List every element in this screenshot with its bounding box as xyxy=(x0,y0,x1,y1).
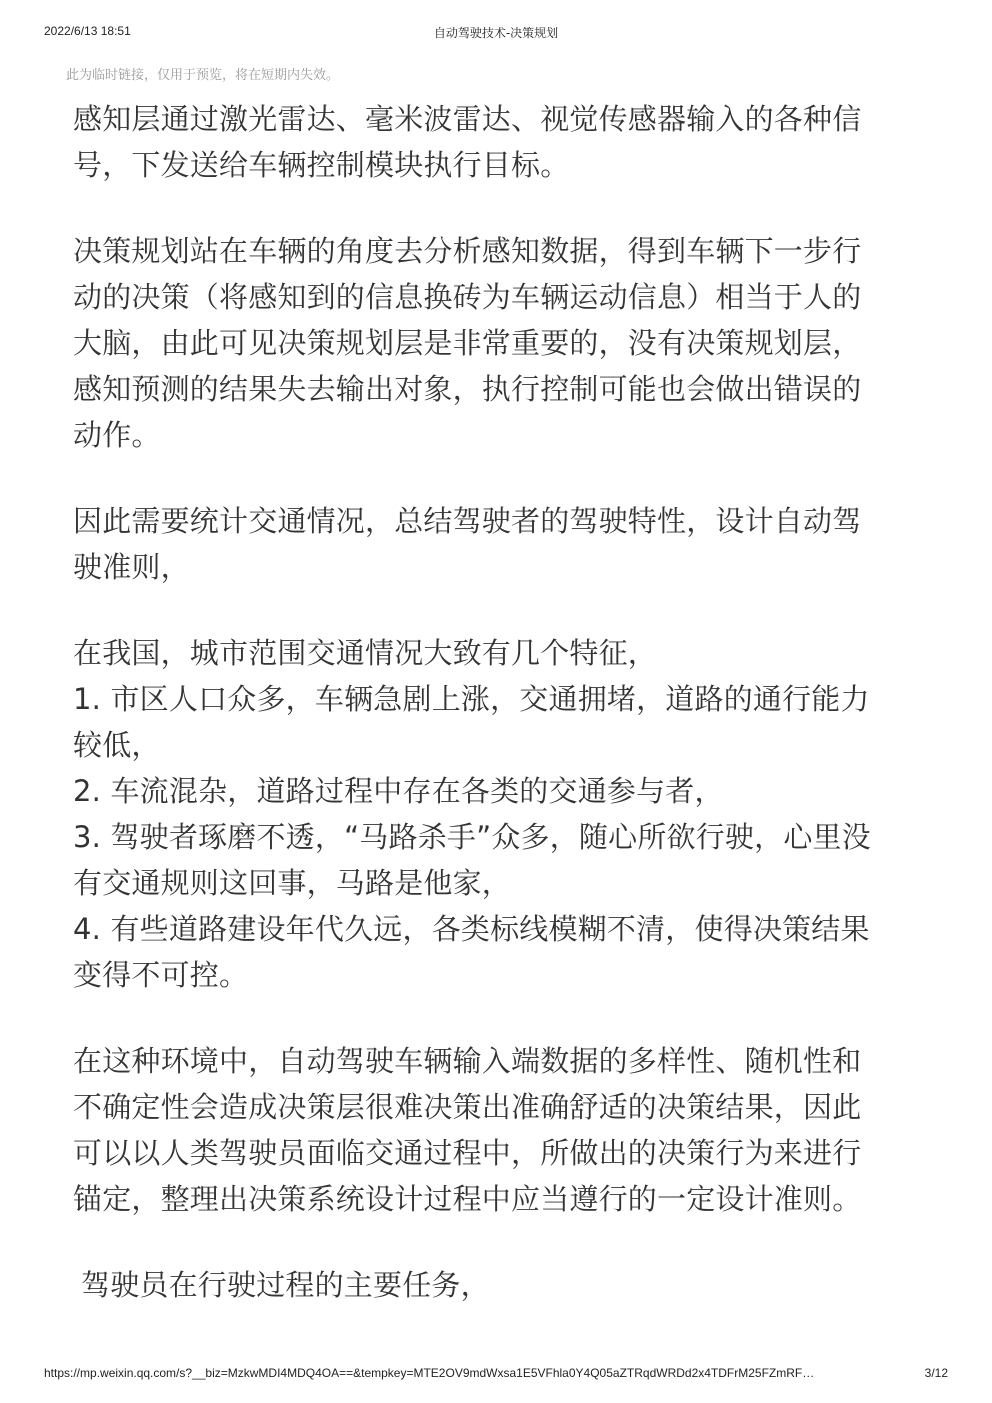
paragraph-driving-rules xyxy=(73,498,923,590)
temporary-link-notice: 此为临时链接，仅用于预览，将在短期内失效。 xyxy=(66,68,340,83)
text-line: 号，下发送给车辆控制模块执行目标。 xyxy=(73,148,570,182)
text-line: 驾驶员在行驶过程的主要任务， xyxy=(81,1268,490,1302)
print-header-date: 2022/6/13 18:51 xyxy=(44,24,131,38)
print-footer-url: https://mp.weixin.qq.com/s?__biz=MzkwMDI4MDQ4OA==&tempkey=MTE2OV9mdWxsa1E5VFhla0Y4Q05aZTRqdWRDd2x4TDFrM25FZmRF… xyxy=(44,1366,815,1380)
list-item: 4. 有些道路建设年代久远，各类标线模糊不清，使得决策结果 xyxy=(73,912,870,946)
paragraph-traffic-features xyxy=(73,630,923,998)
text-line: 在这种环境中，自动驾驶车辆输入端数据的多样性、随机性和 xyxy=(73,1044,862,1078)
list-item: 1. 市区人口众多，车辆急剧上涨，交通拥堵，道路的通行能力 xyxy=(73,682,870,716)
paragraph-driver-tasks xyxy=(73,1262,923,1308)
paragraph-decision-planning xyxy=(73,228,923,458)
text-line: 动作。 xyxy=(73,418,161,452)
paragraph-environment xyxy=(73,1038,923,1222)
list-item: 3. 驾驶者琢磨不透，“马路杀手”众多，随心所欲行驶，心里没 xyxy=(73,820,871,854)
paragraph-perception xyxy=(73,96,923,188)
text-line: 感知预测的结果失去输出对象，执行控制可能也会做出错误的 xyxy=(73,372,862,406)
text-line: 锚定，整理出决策系统设计过程中应当遵行的一定设计准则。 xyxy=(73,1182,862,1216)
text-line: 不确定性会造成决策层很难决策出准确舒适的决策结果，因此 xyxy=(73,1090,862,1124)
article-body xyxy=(73,96,923,1348)
text-line: 变得不可控。 xyxy=(73,958,249,992)
print-header-title: 自动驾驶技术-决策规划 xyxy=(433,26,559,40)
print-footer-page-number: 3/12 xyxy=(924,1366,948,1380)
text-line: 可以以人类驾驶员面临交通过程中，所做出的决策行为来进行 xyxy=(73,1136,862,1170)
text-line: 驶准则， xyxy=(73,550,190,584)
list-item: 2. 车流混杂，道路过程中存在各类的交通参与者， xyxy=(73,774,724,808)
text-line: 较低， xyxy=(73,728,161,762)
text-line: 因此需要统计交通情况，总结驾驶者的驾驶特性，设计自动驾 xyxy=(73,504,862,538)
text-line: 动的决策（将感知到的信息换砖为车辆运动信息）相当于人的 xyxy=(73,280,862,314)
text-line: 大脑，由此可见决策规划层是非常重要的，没有决策规划层， xyxy=(73,326,862,360)
text-line: 决策规划站在车辆的角度去分析感知数据，得到车辆下一步行 xyxy=(73,234,862,268)
text-line: 有交通规则这回事，马路是他家， xyxy=(73,866,512,900)
text-line: 在我国，城市范围交通情况大致有几个特征， xyxy=(73,636,658,670)
text-line: 感知层通过激光雷达、毫米波雷达、视觉传感器输入的各种信 xyxy=(73,102,862,136)
